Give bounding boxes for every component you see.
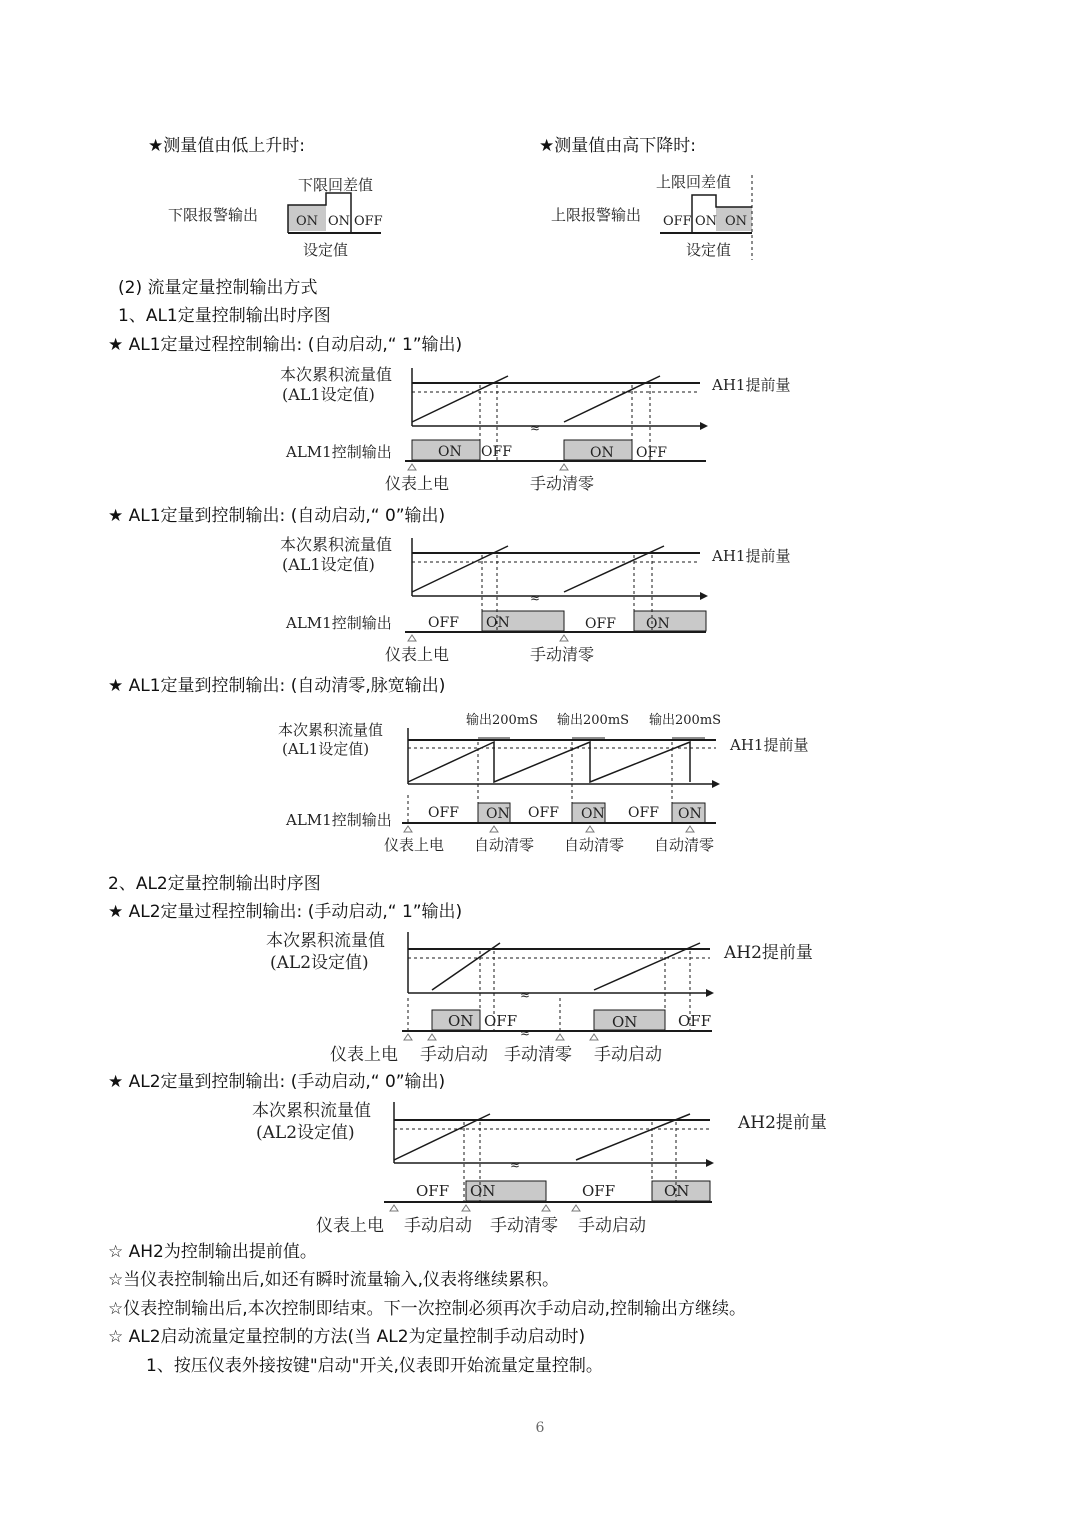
d1-ah1: AH1提前量 [712, 376, 791, 394]
d2-alm1: ALM1控制输出 [286, 614, 392, 632]
high-off: OFF [663, 214, 692, 229]
d4-accum: 本次累积流量值 [266, 931, 385, 951]
d5-accum: 本次累积流量值 [252, 1101, 371, 1121]
d3-autoclear-2: 自动清零 [564, 836, 625, 854]
d1-off-label-1: OFF [481, 444, 512, 460]
d1-manualclear: 手动清零 [530, 474, 595, 493]
low-on-2: ON [328, 214, 351, 229]
d4-on-label-2: ON [612, 1013, 638, 1031]
d3-autoclear-1: 自动清零 [474, 836, 535, 854]
d5-marker-2 [542, 1205, 550, 1211]
low-setpoint: 设定值 [303, 241, 349, 259]
d2-set: (AL1设定值) [282, 555, 375, 574]
d3-caption: ★ AL1定量到控制输出: (自动清零,脉宽输出) [108, 676, 446, 696]
d3-poweron: 仪表上电 [384, 836, 445, 854]
flow-mode-heading: (2) 流量定量控制输出方式 [118, 278, 318, 298]
d1-on-label-2: ON [590, 445, 614, 461]
d1-break: ≈ [530, 421, 541, 435]
d5-off-label-1: OFF [416, 1182, 450, 1200]
d3-pulse-3: 输出200mS [649, 713, 722, 728]
al2-section-title: 2、AL2定量控制输出时序图 [108, 874, 321, 894]
al1-section-title: 1、AL1定量控制输出时序图 [118, 306, 331, 326]
note-2: ☆当仪表控制输出后,如还有瞬时流量输入,仪表将继续累积。 [108, 1270, 560, 1290]
d3-alm1: ALM1控制输出 [286, 811, 392, 829]
d2-poweron: 仪表上电 [385, 645, 450, 664]
d1-set: (AL1设定值) [282, 385, 375, 404]
d5-on-label-1: ON [470, 1182, 496, 1200]
d2-accum: 本次累积流量值 [280, 535, 393, 554]
d4-manualstart-2: 手动启动 [594, 1045, 662, 1065]
d4-set: (AL2设定值) [270, 953, 369, 973]
d4-break-2: ≈ [520, 1026, 531, 1040]
d5-marker-3 [572, 1205, 580, 1211]
d5-manualstart-1: 手动启动 [404, 1216, 472, 1236]
d2-caption: ★ AL1定量到控制输出: (自动启动,“ 0”输出) [108, 506, 446, 526]
d1-alm1: ALM1控制输出 [286, 443, 392, 461]
high-diff-label: 上限回差值 [656, 173, 732, 191]
d5-marker-0 [390, 1205, 398, 1211]
d3-on-label-1: ON [486, 806, 510, 822]
d2-on-label-2: ON [646, 616, 670, 632]
low-alarm-label: 下限报警输出 [168, 206, 259, 224]
d5-poweron: 仪表上电 [316, 1216, 384, 1236]
d4-ah2: AH2提前量 [724, 943, 813, 963]
d3-pulse-2: 输出200mS [557, 713, 630, 728]
d1-poweron: 仪表上电 [385, 474, 450, 493]
d4-manualstart-1: 手动启动 [420, 1045, 488, 1065]
d4-off-label-1: OFF [484, 1012, 518, 1030]
d3-accum: 本次累积流量值 [278, 721, 384, 739]
d1-accum: 本次累积流量值 [280, 365, 393, 384]
note-1: ☆ AH2为控制输出提前值。 [108, 1242, 317, 1262]
rise-title: ★测量值由低上升时: [148, 136, 305, 156]
low-diff-label: 下限回差值 [298, 176, 374, 194]
d5-caption: ★ AL2定量到控制输出: (手动启动,“ 0”输出) [108, 1072, 446, 1092]
d2-off-label-2: OFF [585, 616, 616, 632]
d4-off-label-2: OFF [678, 1012, 712, 1030]
high-alarm-label: 上限报警输出 [551, 206, 642, 224]
d1-off-label-2: OFF [636, 445, 667, 461]
d3-on-label-3: ON [678, 806, 702, 822]
d3-autoclear-3: 自动清零 [654, 836, 715, 854]
d3-off-3: OFF [628, 805, 659, 821]
d5-set: (AL2设定值) [256, 1123, 355, 1143]
d5-xarrow [706, 1159, 714, 1167]
d2-off-label-1: OFF [428, 615, 459, 631]
low-off: OFF [354, 214, 383, 229]
d5-on-label-2: ON [664, 1182, 690, 1200]
d4-caption: ★ AL2定量过程控制输出: (手动启动,“ 1”输出) [108, 902, 463, 922]
d1-on-label-1: ON [438, 444, 462, 460]
page-number: 6 [535, 1420, 545, 1436]
d5-manualclear: 手动清零 [490, 1216, 558, 1236]
fall-title: ★测量值由高下降时: [539, 136, 696, 156]
d5-off-label-2: OFF [582, 1182, 616, 1200]
high-on-2: ON [725, 214, 748, 229]
note-5: 1、按压仪表外接按键"启动"开关,仪表即开始流量定量控制。 [146, 1356, 603, 1376]
d2-break: ≈ [530, 591, 541, 605]
d5-break: ≈ [510, 1158, 521, 1172]
d3-pulse-1: 输出200mS [466, 713, 539, 728]
d5-ah2: AH2提前量 [738, 1113, 827, 1133]
low-on-1: ON [296, 214, 319, 229]
d4-on-label-1: ON [448, 1012, 474, 1030]
d4-poweron: 仪表上电 [330, 1045, 398, 1065]
d2-on-label-1: ON [486, 615, 510, 631]
high-on-1: ON [695, 214, 718, 229]
d3-set: (AL1设定值) [282, 740, 370, 758]
d3-ah1: AH1提前量 [730, 736, 809, 754]
d2-manualclear: 手动清零 [530, 645, 595, 664]
d1-caption: ★ AL1定量过程控制输出: (自动启动,“ 1”输出) [108, 335, 463, 355]
note-3: ☆仪表控制输出后,本次控制即结束。下一次控制必须再次手动启动,控制输出方继续。 [108, 1299, 747, 1319]
d4-manualclear: 手动清零 [504, 1045, 572, 1065]
high-setpoint: 设定值 [686, 241, 732, 259]
note-4: ☆ AL2启动流量定量控制的方法(当 AL2为定量控制手动启动时) [108, 1327, 586, 1347]
d5-marker-1 [462, 1205, 470, 1211]
d3-off-1: OFF [428, 805, 459, 821]
d3-off-2: OFF [528, 805, 559, 821]
d4-break-1: ≈ [520, 988, 531, 1002]
d2-ah1: AH1提前量 [712, 547, 791, 565]
d3-on-label-2: ON [581, 806, 605, 822]
d5-manualstart-2: 手动启动 [578, 1216, 646, 1236]
